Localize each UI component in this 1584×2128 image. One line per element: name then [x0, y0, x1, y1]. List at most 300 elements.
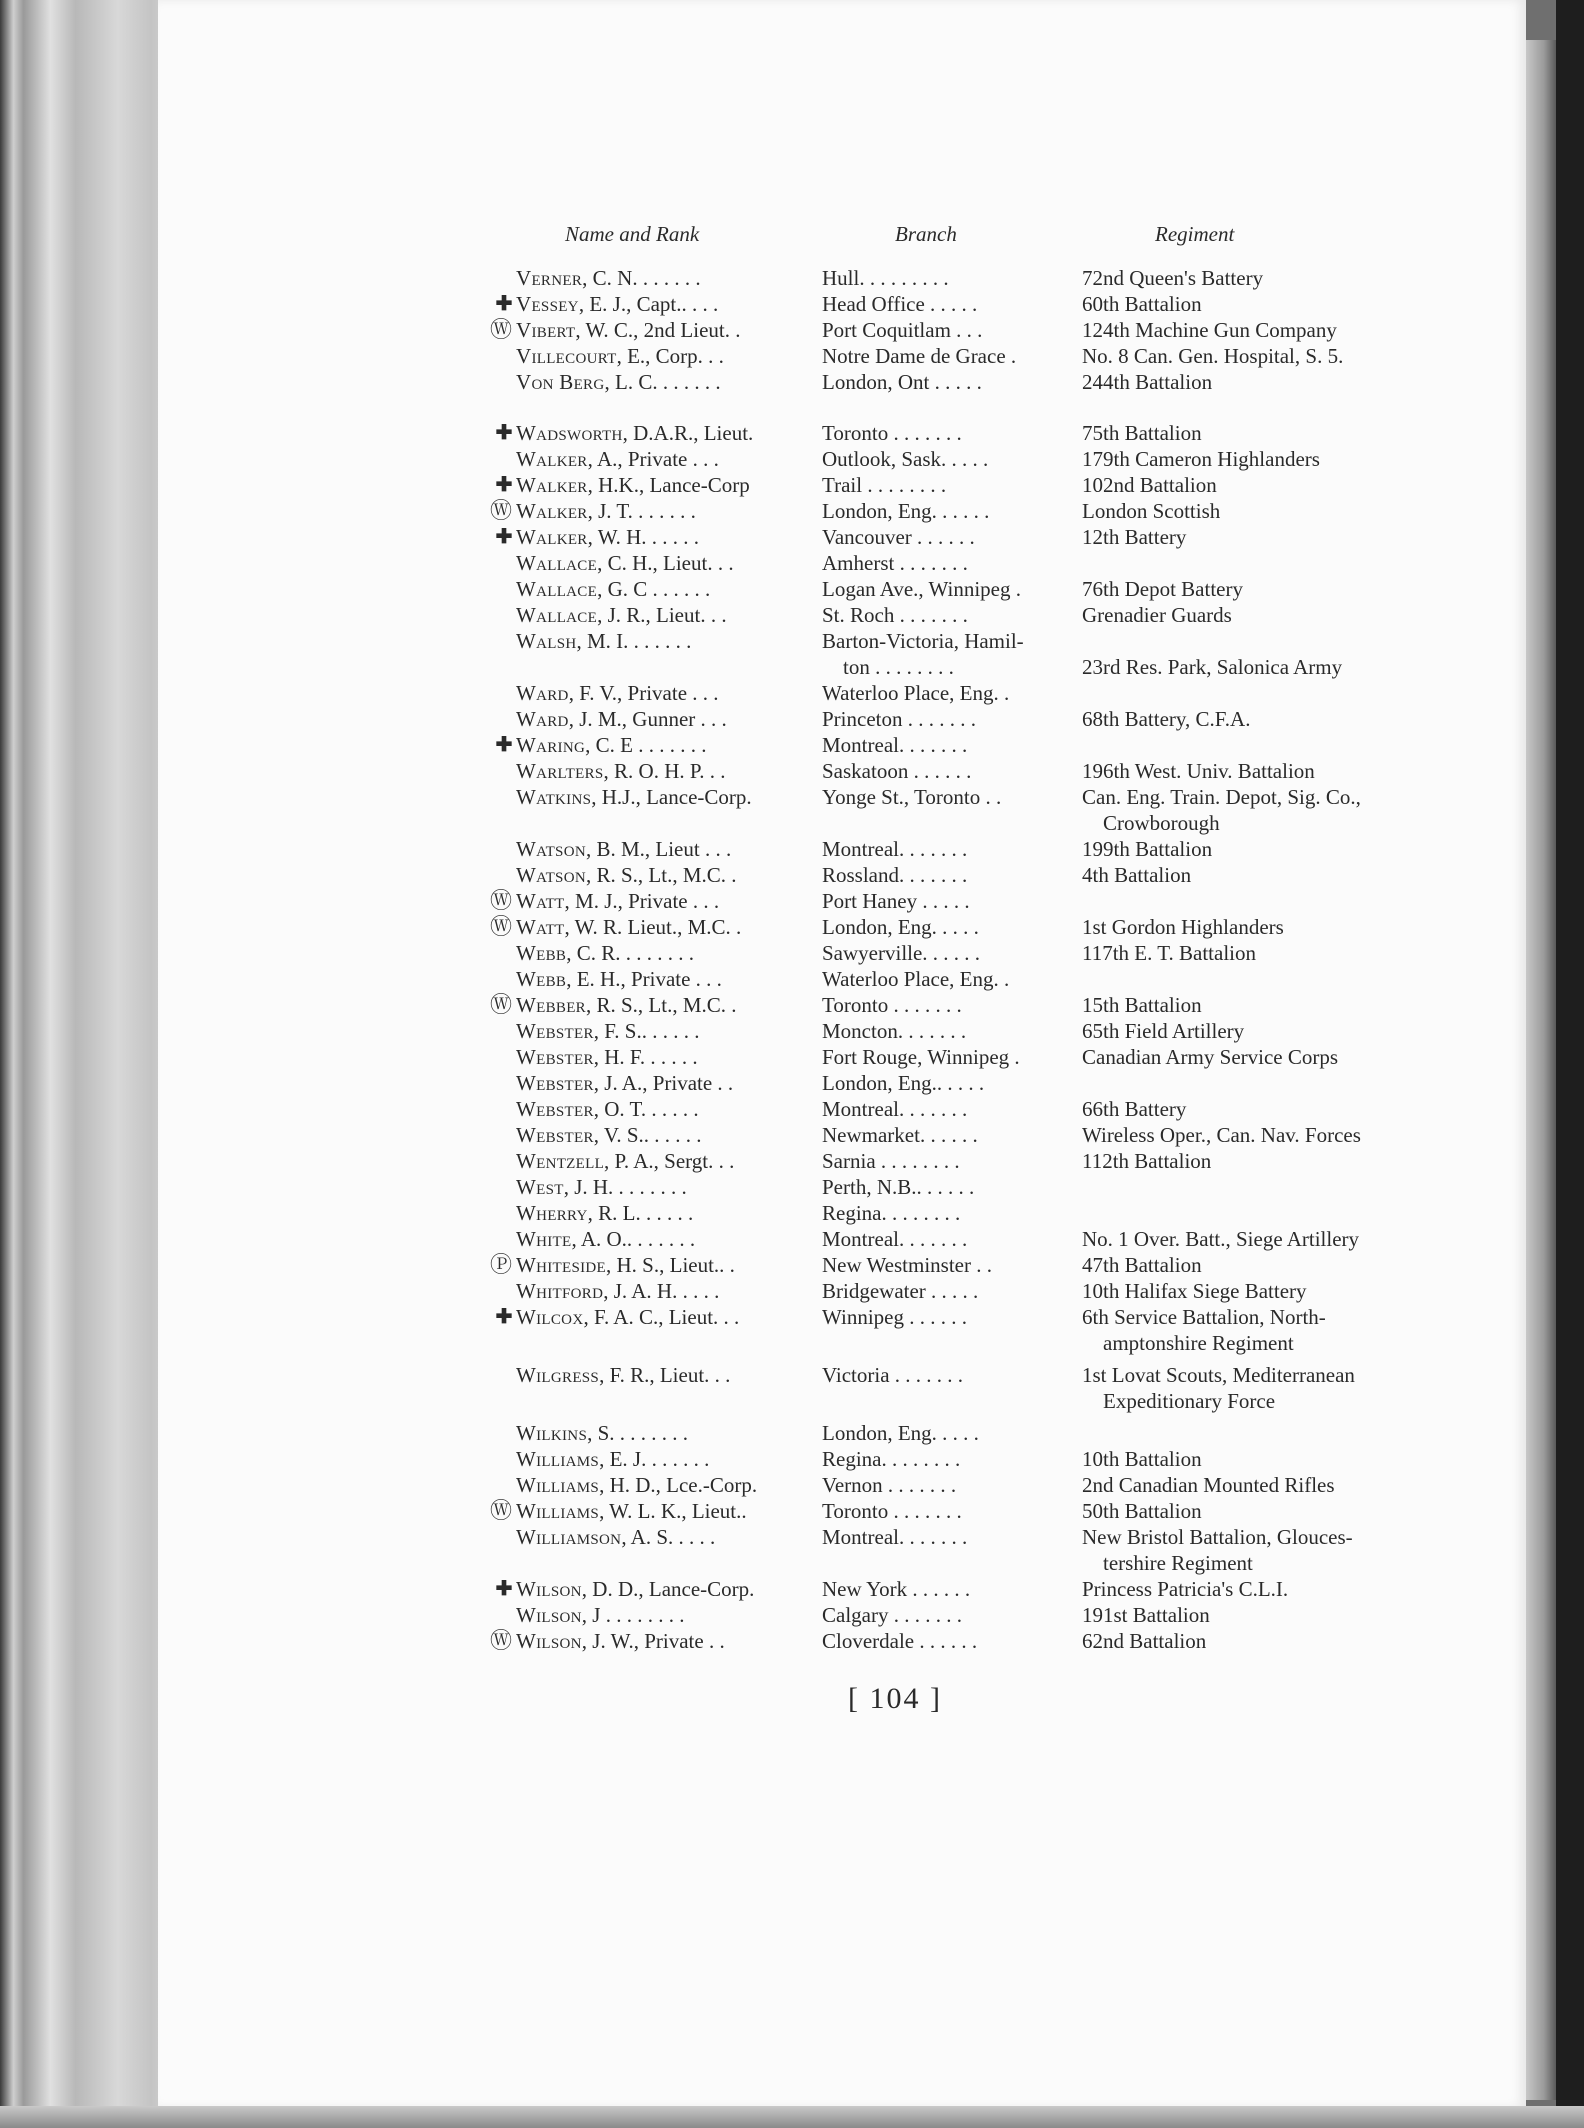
- entry-initials-rank: , G. C . . . . . .: [597, 577, 711, 601]
- entry-initials-rank: , J . . . . . . . .: [581, 1603, 685, 1627]
- entry-surname: Walsh: [516, 629, 577, 653]
- list-item: [0, 1628, 1584, 1654]
- entry-name-rank: [516, 1252, 735, 1278]
- list-item: [0, 1330, 1584, 1356]
- list-item: [0, 265, 1584, 291]
- entry-regiment: 4th Battalion: [1082, 863, 1192, 887]
- list-item: [0, 1070, 1584, 1096]
- list-item: [0, 836, 1584, 862]
- list-item: [0, 1148, 1584, 1174]
- entry-branch: Saskatoon . . . . . .: [822, 759, 972, 783]
- entry-regiment: 1st Gordon Highlanders: [1082, 915, 1284, 939]
- entry-name-rank: [516, 966, 722, 992]
- list-item: [0, 1446, 1584, 1472]
- page-number: [ 104 ]: [848, 1682, 942, 1715]
- entry-regiment: London Scottish: [1082, 499, 1221, 523]
- entry-branch: Outlook, Sask. . . . .: [822, 447, 989, 471]
- entry-initials-rank: , J. W., Private . .: [581, 1629, 725, 1653]
- list-item: [0, 1278, 1584, 1304]
- cross-icon: ✚: [495, 474, 513, 496]
- entry-branch: Sawyerville. . . . . .: [822, 941, 981, 965]
- entry-initials-rank: , E. J. . . . . . .: [599, 1447, 710, 1471]
- entry-name-rank: [516, 758, 725, 784]
- entry-regiment: tershire Regiment: [1082, 1551, 1253, 1575]
- entry-initials-rank: , C. N. . . . . . .: [582, 266, 701, 290]
- list-item: [0, 1174, 1584, 1200]
- entry-name-rank: [516, 1226, 695, 1252]
- entry-name-rank: [516, 1278, 719, 1304]
- entry-regiment: 124th Machine Gun Company: [1082, 318, 1337, 342]
- entry-surname: Wilson: [516, 1603, 582, 1627]
- cross-icon: ✚: [495, 422, 513, 444]
- entry-regiment: 179th Cameron Highlanders: [1082, 447, 1320, 471]
- entry-branch: Cloverdale . . . . . .: [822, 1629, 978, 1653]
- list-item: [0, 680, 1584, 706]
- column-header-branch: Branch: [895, 222, 957, 246]
- entry-regiment: 10th Halifax Siege Battery: [1082, 1279, 1307, 1303]
- entry-name-rank: [516, 498, 696, 524]
- entry-surname: Webster: [516, 1123, 594, 1147]
- entry-regiment: 62nd Battalion: [1082, 1629, 1207, 1653]
- entry-surname: Wilcox: [516, 1305, 584, 1329]
- entry-branch: London, Ont . . . . .: [822, 370, 982, 394]
- entry-name-rank: [516, 1602, 684, 1628]
- entry-branch: Rossland. . . . . . .: [822, 863, 968, 887]
- entry-branch: London, Eng. . . . . .: [822, 499, 990, 523]
- list-item: [0, 524, 1584, 550]
- entry-surname: Vibert: [516, 318, 576, 342]
- entry-surname: Walker: [516, 447, 588, 471]
- entry-name-rank: [516, 680, 719, 706]
- entry-branch: Montreal. . . . . . .: [822, 1227, 968, 1251]
- entry-initials-rank: , H.J., Lance-Corp.: [591, 785, 752, 809]
- entry-initials-rank: , E. J., Capt.. . . .: [578, 292, 719, 316]
- circled-letter-icon: Ⓦ: [490, 1498, 513, 1523]
- entry-branch: London, Eng. . . . .: [822, 1421, 979, 1445]
- entry-regiment: 65th Field Artillery: [1082, 1019, 1245, 1043]
- entry-regiment: 50th Battalion: [1082, 1499, 1202, 1523]
- list-item: [0, 369, 1584, 395]
- entry-regiment: 12th Battery: [1082, 525, 1187, 549]
- entry-surname: Verner: [516, 266, 583, 290]
- entry-branch: Fort Rouge, Winnipeg .: [822, 1045, 1020, 1069]
- entry-name-rank: [516, 1174, 687, 1200]
- column-header-name: Name and Rank: [565, 222, 700, 246]
- entry-name-rank: [516, 1304, 739, 1330]
- entry-surname: Walker: [516, 525, 588, 549]
- entry-surname: Williams: [516, 1499, 600, 1523]
- entry-regiment: Princess Patricia's C.L.I.: [1082, 1577, 1289, 1601]
- entry-initials-rank: , F. A. C., Lieut. . .: [583, 1305, 740, 1329]
- entry-branch: Montreal. . . . . . .: [822, 1525, 968, 1549]
- entry-name-rank: [516, 265, 701, 291]
- entry-name-rank: [516, 784, 752, 810]
- entry-name-rank: [516, 317, 741, 343]
- entry-surname: Von Berg: [516, 370, 605, 394]
- list-item: [0, 498, 1584, 524]
- cross-icon: ✚: [495, 1306, 513, 1328]
- entry-surname: Williamson: [516, 1525, 622, 1549]
- list-item: [0, 291, 1584, 317]
- entry-branch: Waterloo Place, Eng. .: [822, 681, 1010, 705]
- entry-initials-rank: , H. F. . . . . .: [593, 1045, 698, 1069]
- entry-branch: London, Eng. . . . .: [822, 915, 979, 939]
- entry-name-rank: [516, 836, 731, 862]
- list-item: [0, 1420, 1584, 1446]
- entry-name-rank: [516, 1044, 698, 1070]
- entry-branch: Sarnia . . . . . . . .: [822, 1149, 960, 1173]
- list-item: [0, 1362, 1584, 1388]
- circled-letter-icon: Ⓦ: [490, 992, 513, 1017]
- entry-regiment: 196th West. Univ. Battalion: [1082, 759, 1315, 783]
- entry-initials-rank: , J. H. . . . . . . .: [563, 1175, 687, 1199]
- entry-surname: White: [516, 1227, 572, 1251]
- entry-name-rank: [516, 1498, 747, 1524]
- entry-regiment: Wireless Oper., Can. Nav. Forces: [1082, 1123, 1361, 1147]
- entry-initials-rank: , H.K., Lance-Corp: [587, 473, 750, 497]
- entry-name-rank: [516, 550, 734, 576]
- entry-regiment: 199th Battalion: [1082, 837, 1213, 861]
- list-item: [0, 732, 1584, 758]
- entry-initials-rank: , R. L. . . . . .: [587, 1201, 694, 1225]
- entry-surname: West: [516, 1175, 564, 1199]
- entry-branch: New York . . . . . .: [822, 1577, 971, 1601]
- list-item: [0, 576, 1584, 602]
- entry-surname: Webster: [516, 1045, 594, 1069]
- entry-branch: Waterloo Place, Eng. .: [822, 967, 1010, 991]
- entry-branch: Hull. . . . . . . . .: [822, 266, 949, 290]
- list-item: [0, 810, 1584, 836]
- entry-regiment: 76th Depot Battery: [1082, 577, 1243, 601]
- entry-name-rank: [516, 888, 719, 914]
- entry-surname: Walker: [516, 473, 588, 497]
- entry-name-rank: [516, 1472, 757, 1498]
- entry-name-rank: [516, 343, 724, 369]
- entry-name-rank: [516, 446, 719, 472]
- entry-initials-rank: , C. H., Lieut. . .: [597, 551, 734, 575]
- entry-initials-rank: , V. S.. . . . . .: [593, 1123, 702, 1147]
- list-item: [0, 1388, 1584, 1414]
- entry-branch: Regina. . . . . . . .: [822, 1447, 961, 1471]
- list-item: [0, 706, 1584, 732]
- entry-name-rank: [516, 472, 750, 498]
- entry-name-rank: [516, 732, 706, 758]
- entry-name-rank: [516, 420, 753, 446]
- entry-surname: Wilkins: [516, 1421, 588, 1445]
- entry-initials-rank: , L. C. . . . . . .: [604, 370, 721, 394]
- entry-surname: Whiteside: [516, 1253, 607, 1277]
- entry-surname: Wilgress: [516, 1363, 600, 1387]
- entry-regiment: 47th Battalion: [1082, 1253, 1202, 1277]
- entry-name-rank: [516, 1362, 730, 1388]
- entry-surname: Watson: [516, 863, 586, 887]
- entry-initials-rank: , R. O. H. P. . .: [603, 759, 726, 783]
- list-item: [0, 1252, 1584, 1278]
- entry-name-rank: [516, 602, 727, 628]
- entry-branch: Newmarket. . . . . .: [822, 1123, 978, 1147]
- entry-regiment: 1st Lovat Scouts, Mediterranean: [1082, 1363, 1355, 1387]
- entry-surname: Watt: [516, 889, 565, 913]
- entry-initials-rank: , P. A., Sergt. . .: [604, 1149, 735, 1173]
- list-item: [0, 343, 1584, 369]
- entry-name-rank: [516, 524, 699, 550]
- entry-branch: Regina. . . . . . . .: [822, 1201, 961, 1225]
- entry-name-rank: [516, 992, 737, 1018]
- entry-initials-rank: , W. L. K., Lieut..: [599, 1499, 747, 1523]
- entry-branch: Vancouver . . . . . .: [822, 525, 975, 549]
- entry-branch: Vernon . . . . . . .: [822, 1473, 957, 1497]
- entry-branch: Toronto . . . . . . .: [822, 1499, 962, 1523]
- entry-surname: Vessey: [516, 292, 579, 316]
- entry-surname: Wilson: [516, 1577, 582, 1601]
- entry-regiment: 72nd Queen's Battery: [1082, 266, 1264, 290]
- entry-surname: Webster: [516, 1097, 594, 1121]
- entry-surname: Ward: [516, 707, 569, 731]
- entry-regiment: 2nd Canadian Mounted Rifles: [1082, 1473, 1335, 1497]
- list-item: [0, 1576, 1584, 1602]
- list-item: [0, 550, 1584, 576]
- entry-initials-rank: , C. R. . . . . . . .: [566, 941, 694, 965]
- entry-name-rank: [516, 1420, 688, 1446]
- list-item: [0, 1498, 1584, 1524]
- entry-surname: Williams: [516, 1473, 600, 1497]
- entry-name-rank: [516, 1524, 715, 1550]
- entry-initials-rank: , B. M., Lieut . . .: [585, 837, 732, 861]
- list-item: [0, 602, 1584, 628]
- entry-branch: Barton-Victoria, Hamil-: [822, 629, 1024, 653]
- entry-surname: Ward: [516, 681, 569, 705]
- entry-surname: Wilson: [516, 1629, 582, 1653]
- list-item: [0, 758, 1584, 784]
- list-item: [0, 420, 1584, 446]
- entry-regiment: 191st Battalion: [1082, 1603, 1210, 1627]
- list-item: [0, 654, 1584, 680]
- entry-initials-rank: , A. O.. . . . . . .: [571, 1227, 696, 1251]
- entry-initials-rank: , A. S. . . . .: [621, 1525, 716, 1549]
- list-item: [0, 1200, 1584, 1226]
- entry-initials-rank: , W. C., 2nd Lieut. .: [575, 318, 741, 342]
- entry-surname: Webster: [516, 1071, 594, 1095]
- entry-initials-rank: , J. T. . . . . . .: [587, 499, 696, 523]
- entry-name-rank: [516, 706, 727, 732]
- cross-icon: ✚: [495, 734, 513, 756]
- list-item: [0, 1602, 1584, 1628]
- entry-surname: Wherry: [516, 1201, 588, 1225]
- entry-initials-rank: , D.A.R., Lieut.: [622, 421, 754, 445]
- entry-regiment: New Bristol Battalion, Glouces-: [1082, 1525, 1353, 1549]
- entry-initials-rank: , M. J., Private . . .: [564, 889, 720, 913]
- list-item: [0, 784, 1584, 810]
- entry-surname: Waring: [516, 733, 586, 757]
- entry-branch: Calgary . . . . . . .: [822, 1603, 962, 1627]
- entry-branch: Yonge St., Toronto . .: [822, 785, 1002, 809]
- entry-regiment: 75th Battalion: [1082, 421, 1202, 445]
- entry-initials-rank: , J. M., Gunner . . .: [568, 707, 727, 731]
- entry-regiment: 15th Battalion: [1082, 993, 1202, 1017]
- entry-branch: Toronto . . . . . . .: [822, 993, 962, 1017]
- list-item: [0, 1226, 1584, 1252]
- entry-initials-rank: , R. S., Lt., M.C. .: [585, 863, 737, 887]
- list-item: [0, 446, 1584, 472]
- entry-surname: Watkins: [516, 785, 592, 809]
- entry-regiment: No. 1 Over. Batt., Siege Artillery: [1082, 1227, 1360, 1251]
- entry-name-rank: [516, 1122, 702, 1148]
- entry-surname: Villecourt: [516, 344, 617, 368]
- entry-surname: Webber: [516, 993, 586, 1017]
- entry-surname: Warlters: [516, 759, 604, 783]
- entry-initials-rank: , R. S., Lt., M.C. .: [585, 993, 737, 1017]
- entry-name-rank: [516, 1018, 699, 1044]
- entry-surname: Webster: [516, 1019, 594, 1043]
- entry-initials-rank: , D. D., Lance-Corp.: [581, 1577, 755, 1601]
- entry-name-rank: [516, 291, 718, 317]
- entry-initials-rank: , E. H., Private . . .: [566, 967, 722, 991]
- entry-regiment: 102nd Battalion: [1082, 473, 1217, 497]
- entry-initials-rank: , A., Private . . .: [587, 447, 719, 471]
- entry-regiment: 60th Battalion: [1082, 292, 1202, 316]
- entry-regiment: Grenadier Guards: [1082, 603, 1232, 627]
- entry-branch: Princeton . . . . . . .: [822, 707, 976, 731]
- list-item: [0, 992, 1584, 1018]
- entry-surname: Wadsworth: [516, 421, 623, 445]
- entry-regiment: 244th Battalion: [1082, 370, 1213, 394]
- entry-branch: Winnipeg . . . . . .: [822, 1305, 967, 1329]
- entry-branch: ton . . . . . . . .: [822, 655, 954, 679]
- entry-surname: Wallace: [516, 603, 598, 627]
- entry-surname: Walker: [516, 499, 588, 523]
- list-item: [0, 628, 1584, 654]
- entry-initials-rank: , F. V., Private . . .: [568, 681, 719, 705]
- list-item: [0, 1044, 1584, 1070]
- entry-name-rank: [516, 1070, 733, 1096]
- entry-initials-rank: , W. H. . . . . .: [587, 525, 700, 549]
- entry-branch: Montreal. . . . . . .: [822, 733, 968, 757]
- entry-initials-rank: , W. R. Lieut., M.C. .: [564, 915, 742, 939]
- entry-surname: Wallace: [516, 577, 598, 601]
- list-item: [0, 1524, 1584, 1550]
- entry-branch: Perth, N.B.. . . . . .: [822, 1175, 975, 1199]
- circled-letter-icon: Ⓦ: [490, 1628, 513, 1653]
- entry-name-rank: [516, 1096, 699, 1122]
- entry-initials-rank: , F. R., Lieut. . .: [599, 1363, 731, 1387]
- entry-initials-rank: , C. E . . . . . . .: [585, 733, 707, 757]
- entry-branch: Toronto . . . . . . .: [822, 421, 962, 445]
- entry-surname: Whitford: [516, 1279, 604, 1303]
- entry-name-rank: [516, 369, 721, 395]
- list-item: [0, 914, 1584, 940]
- entry-initials-rank: , M. I. . . . . . .: [576, 629, 692, 653]
- entry-initials-rank: , J. A. H. . . . .: [603, 1279, 720, 1303]
- book-bottom-edge: [0, 2106, 1584, 2128]
- entry-branch: Victoria . . . . . . .: [822, 1363, 964, 1387]
- entry-branch: Port Haney . . . . .: [822, 889, 970, 913]
- cross-icon: ✚: [495, 526, 513, 548]
- list-item: [0, 1472, 1584, 1498]
- entry-branch: Montreal. . . . . . .: [822, 837, 968, 861]
- entry-regiment: 10th Battalion: [1082, 1447, 1202, 1471]
- entry-branch: Montreal. . . . . . .: [822, 1097, 968, 1121]
- list-item: [0, 966, 1584, 992]
- entry-regiment: 117th E. T. Battalion: [1082, 941, 1257, 965]
- list-item: [0, 317, 1584, 343]
- entry-initials-rank: , E., Corp. . .: [616, 344, 724, 368]
- entry-surname: Wallace: [516, 551, 598, 575]
- entry-branch: Moncton. . . . . . .: [822, 1019, 967, 1043]
- entry-branch: London, Eng.. . . . .: [822, 1071, 985, 1095]
- cross-icon: ✚: [495, 1578, 513, 1600]
- entry-name-rank: [516, 1148, 734, 1174]
- entry-initials-rank: , F. S.. . . . . .: [593, 1019, 700, 1043]
- entry-surname: Watt: [516, 915, 565, 939]
- entry-branch: Trail . . . . . . . .: [822, 473, 947, 497]
- entry-regiment: 6th Service Battalion, North-: [1082, 1305, 1326, 1329]
- entry-name-rank: [516, 628, 691, 654]
- entry-surname: Webb: [516, 967, 567, 991]
- entry-regiment: Canadian Army Service Corps: [1082, 1045, 1339, 1069]
- entry-name-rank: [516, 1200, 693, 1226]
- entry-regiment: 23rd Res. Park, Salonica Army: [1082, 655, 1343, 679]
- entry-name-rank: [516, 940, 694, 966]
- entry-regiment: 112th Battalion: [1082, 1149, 1212, 1173]
- circled-letter-icon: Ⓦ: [490, 317, 513, 342]
- entry-name-rank: [516, 862, 737, 888]
- entry-initials-rank: , O. T. . . . . .: [593, 1097, 699, 1121]
- entry-surname: Wentzell: [516, 1149, 605, 1173]
- entry-initials-rank: , S. . . . . . . .: [587, 1421, 689, 1445]
- entry-regiment: Expeditionary Force: [1082, 1389, 1276, 1413]
- entry-branch: St. Roch . . . . . . .: [822, 603, 968, 627]
- entry-initials-rank: , H. D., Lce.-Corp.: [599, 1473, 758, 1497]
- list-item: [0, 862, 1584, 888]
- entry-regiment: 66th Battery: [1082, 1097, 1187, 1121]
- entry-regiment: amptonshire Regiment: [1082, 1331, 1294, 1355]
- entry-regiment: Crowborough: [1082, 811, 1220, 835]
- entry-name-rank: [516, 914, 741, 940]
- entry-initials-rank: , H. S., Lieut.. .: [606, 1253, 735, 1277]
- list-item: [0, 1018, 1584, 1044]
- list-item: [0, 472, 1584, 498]
- list-item: [0, 888, 1584, 914]
- circled-letter-icon: Ⓦ: [490, 498, 513, 523]
- entry-name-rank: [516, 1576, 754, 1602]
- list-item: [0, 940, 1584, 966]
- entry-branch: Notre Dame de Grace .: [822, 344, 1017, 368]
- entry-regiment: 68th Battery, C.F.A.: [1082, 707, 1251, 731]
- circled-letter-icon: Ⓟ: [490, 1252, 513, 1277]
- circled-letter-icon: Ⓦ: [490, 914, 513, 939]
- entry-regiment: No. 8 Can. Gen. Hospital, S. 5.: [1082, 344, 1344, 368]
- entry-surname: Webb: [516, 941, 567, 965]
- list-item: [0, 1304, 1584, 1330]
- entry-regiment: Can. Eng. Train. Depot, Sig. Co.,: [1082, 785, 1361, 809]
- entry-branch: Port Coquitlam . . .: [822, 318, 983, 342]
- entry-branch: Amherst . . . . . . .: [822, 551, 968, 575]
- cross-icon: ✚: [495, 293, 513, 315]
- entry-branch: Logan Ave., Winnipeg .: [822, 577, 1022, 601]
- list-item: [0, 1122, 1584, 1148]
- entry-surname: Watson: [516, 837, 586, 861]
- entry-surname: Williams: [516, 1447, 600, 1471]
- circled-letter-icon: Ⓦ: [490, 888, 513, 913]
- entry-branch: Bridgewater . . . . .: [822, 1279, 979, 1303]
- entry-name-rank: [516, 576, 710, 602]
- list-item: [0, 1096, 1584, 1122]
- entry-name-rank: [516, 1446, 709, 1472]
- column-header-regiment: Regiment: [1155, 222, 1235, 246]
- entry-branch: New Westminster . .: [822, 1253, 992, 1277]
- entry-initials-rank: , J. A., Private . .: [593, 1071, 734, 1095]
- entry-branch: Head Office . . . . .: [822, 292, 978, 316]
